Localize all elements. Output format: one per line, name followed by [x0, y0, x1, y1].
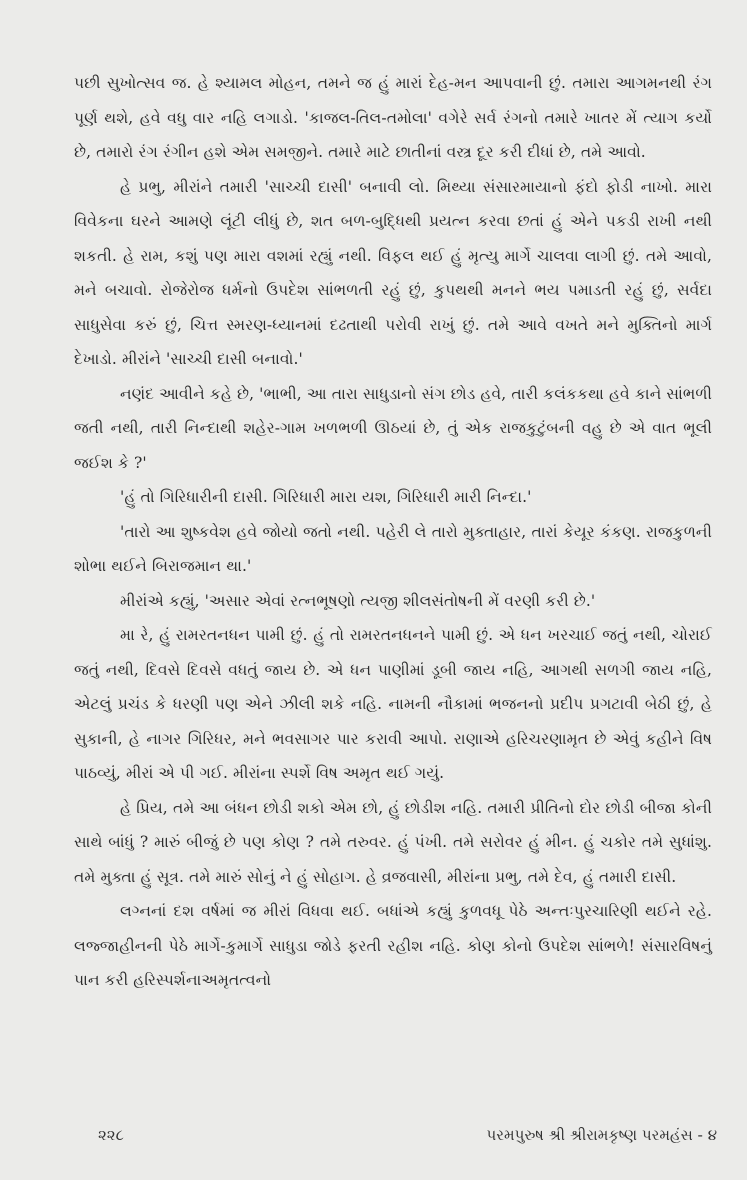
page-footer	[98, 1126, 717, 1150]
paragraph: મા રે, હું રામરતનધન પામી છું. હું તો રામરતનધનને પામી છું. એ ધન ખરચાઈ જતું નથી, ચોરાઈ જતું નથી, દિવસે દિવસે વધતું જાય છે. એ ધન પાણીમાં ડૂબી જાય નહિ, આગથી સળગી જાય નહિ, એટલું પ્રચંડ કે ધરણી પણ એને ઝીલી શકે નહિ. નામની નૌકામાં ભજનનો પ્રદીપ પ્રગટાવી બેઠી છું, હે સુકાની, હે નાગર ગિરિધર, મને ભવસાગર પાર કરાવી આપો. રાણાએ હરિચરણામૃત છે એવું કહીને વિષ પાઠવ્યું, મીરાં એ પી ગઈ. મીરાંના સ્પર્શે વિષ અમૃત થઈ ગયું.	[74, 626, 712, 782]
paragraph: હે પ્રભુ, મીરાંને તમારી 'સાચ્ચી દાસી' બનાવી લો. મિથ્યા સંસારમાયાનો ફંદો ફોડી નાખો. મારા વિવેકના ઘરને આમણે લૂંટી લીધું છે, શત બળ-બુદ્ધિથી પ્રયત્ન કરવા છતાં હું એને પકડી રાખી નથી શકતી. હે રામ, કશું પણ મારા વશમાં રહ્યું નથી. વિફલ થઈ હું મૃત્યુ માર્ગે ચાલવા લાગી છું. તમે આવો, મને બચાવો. રોજેરોજ ધર્મનો ઉપદેશ સાંભળતી રહું છું, કુપથથી મનને ભય પમાડતી રહું છું, સર્વદા સાધુસેવા કરું છું, ચિત્ત સ્મરણ-ધ્યાનમાં દઢતાથી પરોવી રાખું છું. તમે આવે વખતે મને મુક્તિનો માર્ગ દેખાડો. મીરાંને 'સાચ્ચી દાસી બનાવો.'	[74, 177, 712, 368]
paragraph: નણંદ આવીને કહે છે, 'ભાભી, આ તારા સાધુડાનો સંગ છોડ હવે, તારી કલંકકથા હવે કાને સાંભળી જતી નથી, તારી નિન્દાથી શહેર-ગામ ખળભળી ઊઠયાં છે, તું એક રાજકુટુંબની વહુ છે એ વાત ભૂલી જઈશ કે ?'	[74, 384, 712, 472]
body-text	[74, 66, 712, 998]
paragraph: હે પ્રિય, તમે આ બંધન છોડી શકો એમ છો, હું છોડીશ નહિ. તમારી પ્રીતિનો દોર છોડી બીજા કોની સાથે બાંધું ? મારું બીજું છે પણ કોણ ? તમે તરુવર. હું પંખી. તમે સરોવર હું મીન. હું ચકોર તમે સુધાંશુ. તમે મુક્તા હું સૂત્ર. તમે મારું સોનું ને હું સોહાગ. હે વ્રજવાસી, મીરાંના પ્રભુ, તમે દેવ, હું તમારી દાસી.	[74, 798, 712, 886]
paragraph: 'તારો આ શુષ્કવેશ હવે જોયો જતો નથી. પહેરી લે તારો મુક્તાહાર, તારાં કેયૂર કંકણ. રાજકુળની શોભા થઈને બિરાજમાન થા.'	[74, 522, 712, 575]
paragraph: લગ્નનાં દશ વર્ષમાં જ મીરાં વિધવા થઈ. બધાંએ કહ્યું કુળવધૂ પેઠે અન્તઃપુરચારિણી થઈને રહે. લજ્જાહીનની પેઠે માર્ગે-કુમાર્ગે સાધુડા જોડે ફરતી રહીશ નહિ. કોણ કોનો ઉપદેશ સાંભળે! સંસારવિષનું પાન કરી હરિસ્પર્શનાઅમૃતત્વનો	[74, 902, 712, 989]
running-title: પરમપુરુષ શ્રી શ્રીરામકૃષ્ણ પરમહંસ - ૪	[486, 1126, 717, 1144]
paragraph: મીરાંએ કહ્યું, 'અસાર એવાં રત્નભૂષણો ત્યજી શીલસંતોષની મેં વરણી કરી છે.'	[120, 591, 596, 610]
page-number: ૨૨૮	[98, 1126, 124, 1144]
paragraph: 'હું તો ગિરિધારીની દાસી. ગિરિધારી મારા યશ, ગિરિધારી મારી નિન્દા.'	[120, 488, 532, 506]
paragraph: પછી સુખોત્સવ જ. હે શ્યામલ મોહન, તમને જ હું મારાં દેહ-મન આપવાની છું. તમારા આગમનથી રંગ પૂર્ણ થશે, હવે વધુ વાર નહિ લગાડો. 'કાજલ-તિલ-તમોલા' વગેરે સર્વ રંગનો તમારે ખાતર મેં ત્યાગ કર્યો છે, તમારો રંગ રંગીન હશે એમ સમજીને. તમારે માટે છાતીનાં વસ્ત્ર દૂર કરી દીધાં છે, તમે આવો.	[74, 74, 712, 161]
